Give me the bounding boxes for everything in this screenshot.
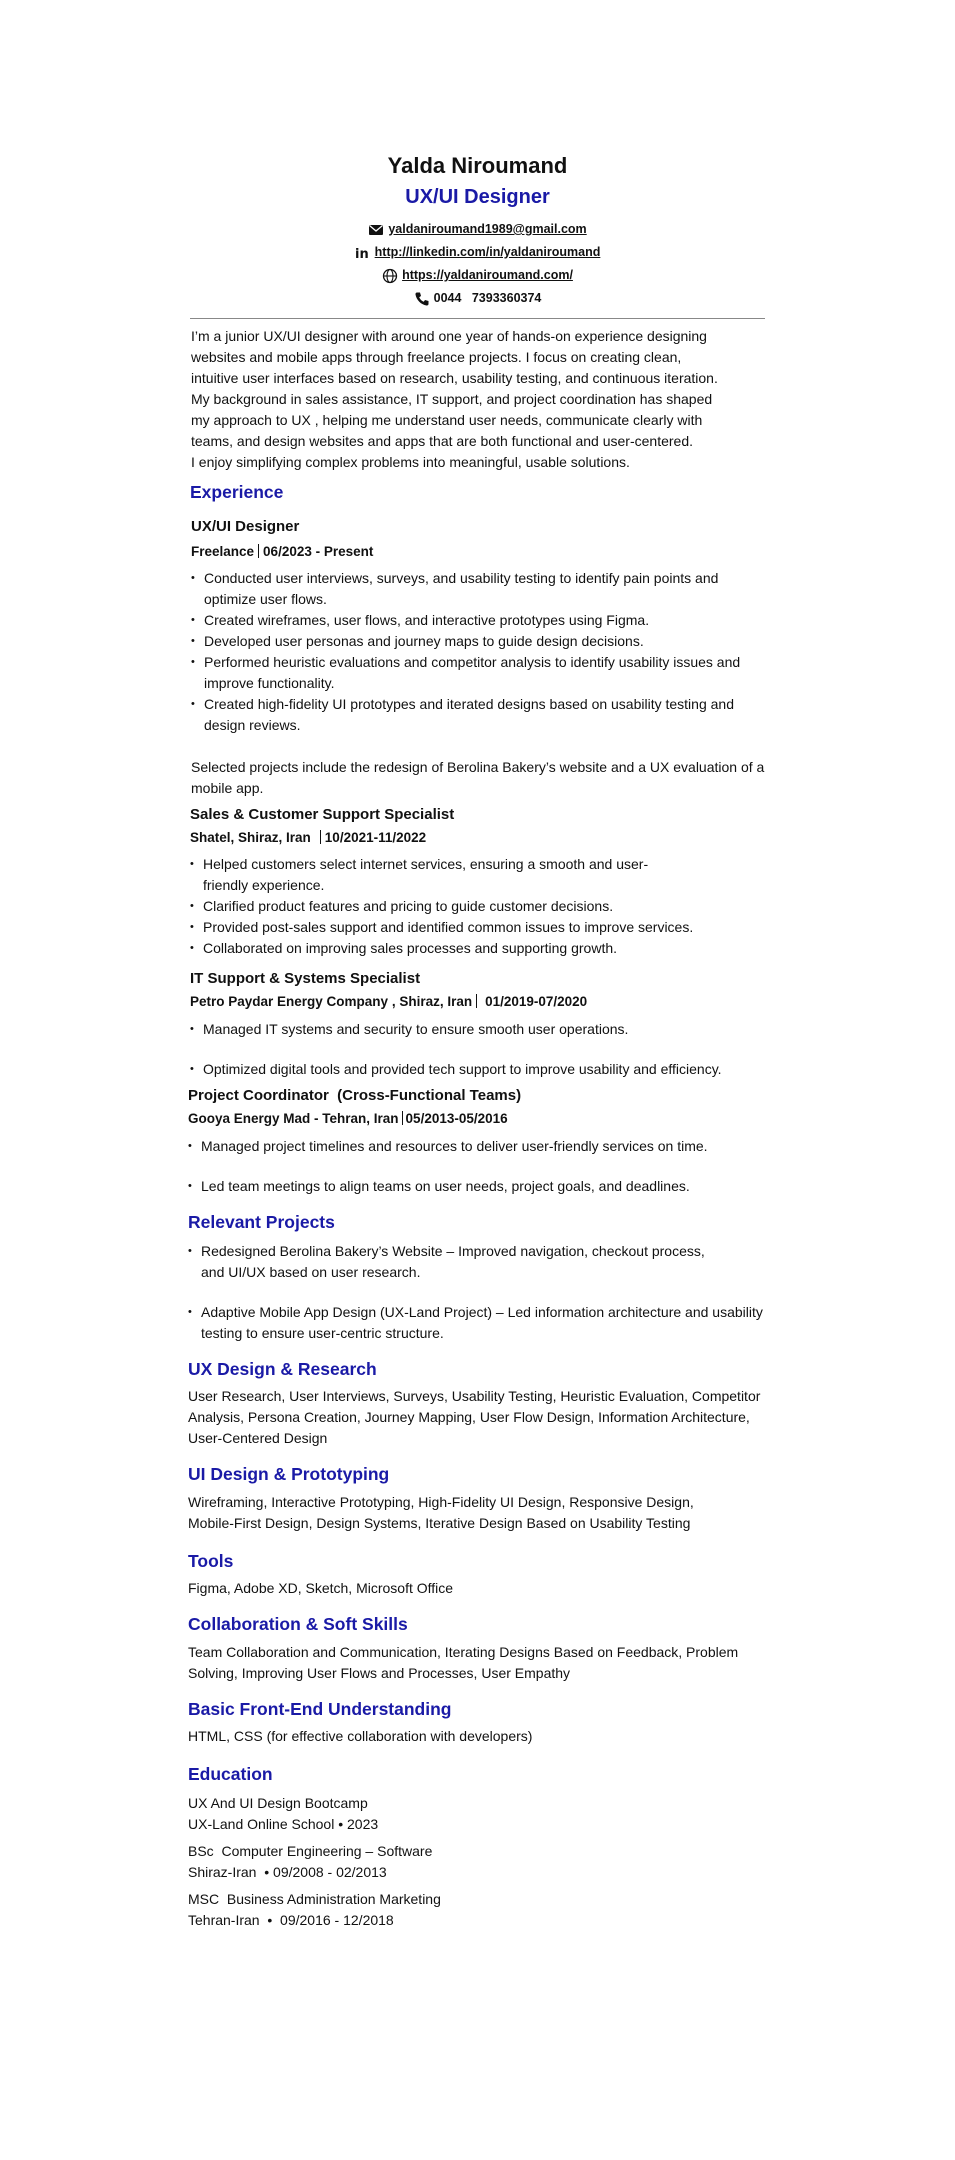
bullet-item: • Created high-fidelity UI prototypes and iterated designs based on usability testing and design reviews. xyxy=(191,694,770,736)
education-entry xyxy=(188,1841,770,1883)
website-link[interactable]: https://yaldaniroumand.com/ xyxy=(402,268,573,282)
job-title: IT Support & Systems Specialist xyxy=(190,970,421,987)
bullet-item: • Led team meetings to align teams on user needs, project goals, and deadlines. xyxy=(188,1176,770,1197)
education-degree: MSC Business Administration Marketing xyxy=(188,1891,441,1907)
job-org: Freelance xyxy=(191,544,255,559)
skill-text: Team Collaboration and Communication, Iterating Designs Based on Feedback, Problem Solving, Improving User Flows and Processes, User Empathy xyxy=(188,1644,739,1681)
bullet-item: • Created wireframes, user flows, and interactive prototypes using Figma. xyxy=(191,610,770,631)
summary-line: My background in sales assistance, IT support, and project coordination has shaped xyxy=(191,391,713,407)
separator xyxy=(258,544,259,558)
envelope-icon xyxy=(368,222,384,238)
bullet-item: • Managed IT systems and security to ensure smooth user operations. xyxy=(190,1019,770,1040)
skill-text: Figma, Adobe XD, Sketch, Microsoft Office xyxy=(188,1580,454,1596)
bullet-item: • Performed heuristic evaluations and competitor analysis to identify usability issues and improve functionality. xyxy=(191,652,770,694)
resume-header xyxy=(0,150,955,310)
education-details: Shiraz-Iran • 09/2008 - 02/2013 xyxy=(188,1864,387,1880)
summary-line: websites and mobile apps through freelance projects. I focus on creating clean, xyxy=(191,349,682,365)
education-entry xyxy=(188,1793,770,1835)
bullet-item: • Collaborated on improving sales processes and supporting growth. xyxy=(190,938,770,959)
phone-icon xyxy=(414,291,430,307)
experience-heading: Experience xyxy=(190,482,284,502)
bullet-item: • Provided post-sales support and identified common issues to improve services. xyxy=(190,917,770,938)
skill-text: Wireframing, Interactive Prototyping, High-Fidelity UI Design, Responsive Design, Mobile-First Design, Design Systems, Iterative Design Based on Usability Testing xyxy=(188,1494,694,1531)
resume-body xyxy=(190,326,770,1931)
contact-website xyxy=(0,264,955,287)
skill-heading: UX Design & Research xyxy=(188,1359,377,1379)
skill-ui-prototyping xyxy=(188,1461,770,1534)
bullet-item: • Clarified product features and pricing to guide customer decisions. xyxy=(190,896,770,917)
email-link[interactable]: yaldaniroumand1989@gmail.com xyxy=(388,222,587,236)
job-ux-ui-designer xyxy=(190,515,770,799)
bullet-item: • Optimized digital tools and provided tech support to improve usability and efficiency. xyxy=(190,1059,770,1080)
job-project-coordinator xyxy=(188,1084,770,1197)
job-org: Shatel, Shiraz, Iran xyxy=(190,830,311,845)
contact-email xyxy=(0,218,955,241)
job-meta xyxy=(190,991,770,1013)
projects-list xyxy=(188,1241,770,1344)
project-item: • Redesigned Berolina Bakery’s Website – Improved navigation, checkout process, and UI/UX based on user research. xyxy=(188,1241,770,1283)
job-note: Selected projects include the redesign of Berolina Bakery’s website and a UX evaluation of a mobile app. xyxy=(191,759,765,796)
contact-info xyxy=(0,218,955,310)
projects-section xyxy=(188,1209,770,1344)
job-dates: 06/2023 - Present xyxy=(263,544,374,559)
job-bullets xyxy=(190,1019,770,1080)
skill-front-end xyxy=(188,1696,770,1747)
bullet-item: • Developed user personas and journey maps to guide design decisions. xyxy=(191,631,770,652)
svg-text:in: in xyxy=(354,246,369,261)
skill-heading: UI Design & Prototyping xyxy=(188,1464,390,1484)
job-title: Sales & Customer Support Specialist xyxy=(190,806,455,823)
job-meta xyxy=(190,827,770,849)
skill-heading: Collaboration & Soft Skills xyxy=(188,1614,408,1634)
header-divider xyxy=(190,318,765,319)
job-sales-support xyxy=(190,803,770,959)
job-it-support xyxy=(190,967,770,1080)
summary xyxy=(190,326,770,473)
job-meta xyxy=(191,541,770,563)
linkedin-icon xyxy=(355,245,371,261)
projects-heading: Relevant Projects xyxy=(188,1212,335,1232)
skill-tools xyxy=(188,1548,770,1599)
job-org: Petro Paydar Energy Company , Shiraz, Iran xyxy=(190,994,473,1009)
job-dates: 10/2021-11/2022 xyxy=(324,830,427,845)
education-section xyxy=(188,1761,770,1931)
contact-linkedin xyxy=(0,241,955,264)
education-entry xyxy=(188,1889,770,1931)
skill-ux-research xyxy=(188,1356,770,1449)
project-item: • Adaptive Mobile App Design (UX-Land Project) – Led information architecture and usability testing to ensure user-centric structure. xyxy=(188,1302,770,1344)
job-dates: 01/2019-07/2020 xyxy=(485,994,588,1009)
education-degree: UX And UI Design Bootcamp xyxy=(188,1795,368,1811)
bullet-item: • Conducted user interviews, surveys, and usability testing to identify pain points and optimize user flows. xyxy=(191,568,770,610)
education-details: Tehran-Iran • 09/2016 - 12/2018 xyxy=(188,1912,394,1928)
skill-heading: Basic Front-End Understanding xyxy=(188,1699,452,1719)
skill-text: HTML, CSS (for effective collaboration with developers) xyxy=(188,1728,533,1744)
skills-sections xyxy=(188,1356,770,1747)
education-degree: BSc Computer Engineering – Software xyxy=(188,1843,433,1859)
summary-line: intuitive user interfaces based on research, usability testing, and continuous iteration. xyxy=(191,370,718,386)
job-bullets xyxy=(190,854,770,959)
education-heading: Education xyxy=(188,1764,273,1784)
education-details: UX-Land Online School • 2023 xyxy=(188,1816,379,1832)
skill-text: User Research, User Interviews, Surveys, Usability Testing, Heuristic Evaluation, Competitor Analysis, Persona Creation, Journey Mapping, User Flow Design, Information Architecture, User-Centered Design xyxy=(188,1388,761,1446)
linkedin-link[interactable]: http://linkedin.com/in/yaldaniroumand xyxy=(374,245,601,259)
summary-line: my approach to UX , helping me understand user needs, communicate clearly with xyxy=(191,412,703,428)
job-dates: 05/2013-05/2016 xyxy=(405,1111,508,1126)
separator xyxy=(320,830,321,844)
candidate-role: UX/UI Designer xyxy=(405,186,550,208)
bullet-item: • Helped customers select internet services, ensuring a smooth and user-friendly experience. xyxy=(190,854,770,896)
contact-phone xyxy=(0,287,955,310)
skill-heading: Tools xyxy=(188,1551,234,1571)
job-title: Project Coordinator (Cross-Functional Teams) xyxy=(188,1087,522,1104)
candidate-name: Yalda Niroumand xyxy=(387,153,568,178)
separator xyxy=(476,994,477,1008)
summary-line: I’m a junior UX/UI designer with around one year of hands-on experience designing xyxy=(191,328,707,344)
globe-icon xyxy=(382,268,398,284)
skill-collaboration xyxy=(188,1611,770,1684)
phone-number: 0044 7393360374 xyxy=(433,291,542,305)
summary-line: I enjoy simplifying complex problems into meaningful, usable solutions. xyxy=(191,454,630,470)
job-bullets xyxy=(191,568,770,736)
job-org: Gooya Energy Mad - Tehran, Iran xyxy=(188,1111,399,1126)
summary-line: teams, and design websites and apps that are both functional and user-centered. xyxy=(191,433,693,449)
separator xyxy=(402,1111,403,1125)
job-meta xyxy=(188,1108,770,1130)
job-title: UX/UI Designer xyxy=(191,518,300,535)
bullet-item: • Managed project timelines and resources to deliver user-friendly services on time. xyxy=(188,1136,770,1157)
job-bullets xyxy=(188,1136,770,1197)
